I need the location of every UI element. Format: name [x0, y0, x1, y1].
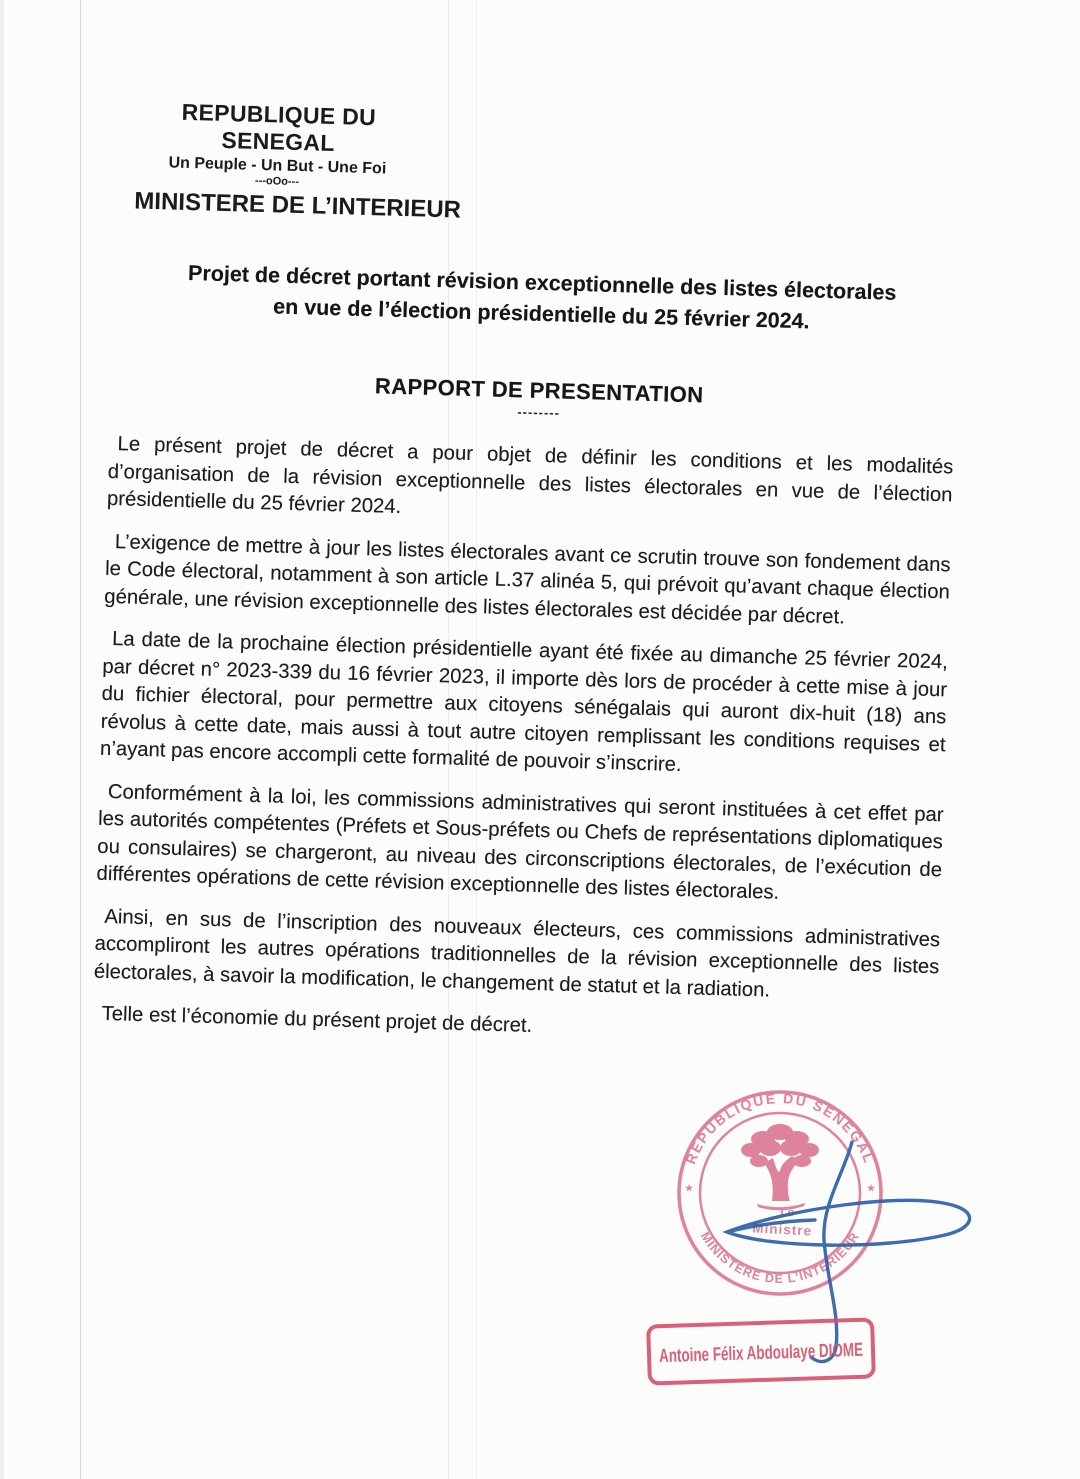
body-text	[92, 431, 954, 1067]
paragraph-election-date: La date de la prochaine élection présidentielle ayant été fixée au dimanche 25 février 2024, par décret n° 2023-339 du 16 février 2023, il importe dès lors de procéder à cette mise à jour du fichier électoral, pour permettre aux citoyens sénégalais qui auront dix-huit (18) ans révolus à cette date, mais aussi à tout autre citoyen remplissant les conditions requises et n’ayant pas encore accompli cette formalité de pouvoir s’inscrire.	[99, 628, 949, 776]
stamp-arc-top-text: REPUBLIQUE DU SENEGAL	[682, 1090, 878, 1167]
stamp-star-left-icon: ★	[684, 1183, 694, 1193]
stamp-center-ministre: Ministre	[752, 1220, 813, 1239]
minister-name-stamp	[648, 1319, 948, 1383]
paragraph-legal-basis: L’exigence de mettre à jour les listes électorales avant ce scrutin trouve son fondement dans le Code électoral, notamment à son article L.37 alinéa 5, qui prévoit qu’avant chaque élection générale, une révision exceptionnelle des listes électorales est décidée par décret.	[104, 530, 951, 628]
paragraph-commissions: Conformément à la loi, les commissions administratives qui seront instituées à cet effet par les autorités compétentes (Préfets et Sous-préfets ou Chefs de représentations diplomatiques ou consulaires) se chargeront, au niveau des circonscriptions électorales, de l’exécution de différentes opérations de cette révision exceptionnelle des listes électorales.	[96, 780, 944, 904]
stamps-and-signature	[600, 1075, 1020, 1405]
document-title-line1: Projet de décret portant révision exceptionnelle des listes électorales	[187, 261, 897, 305]
closing-line: Telle est l’économie du présent projet de décret.	[101, 1002, 533, 1037]
letterhead-ministry: MINISTERE DE L’INTERIEUR	[134, 187, 462, 224]
stamp-arc-bottom-text: MINISTERE DE L’INTERIEUR	[697, 1229, 863, 1286]
letterhead-country: REPUBLIQUE DU SENEGAL	[181, 98, 377, 157]
paragraph-operations: Ainsi, en sus de l’inscription des nouveaux électeurs, ces commissions administratives accompliront les autres opérations traditionnelles de la révision exceptionnelle des listes électorales, à savoir la modification, le changement de statut et la radiation.	[93, 905, 941, 1002]
stamp-center-le: Le	[779, 1204, 795, 1220]
baobab-tree-icon	[741, 1124, 819, 1210]
letterhead-separator: ---oOo---	[254, 174, 300, 189]
letterhead	[134, 98, 462, 224]
letterhead-motto: Un Peuple - Un But - Une Foi	[168, 154, 387, 178]
name-stamp-text: Antoine Félix Abdoulaye DIOME	[658, 1337, 948, 1368]
paragraph-object: Le présent projet de décret a pour objet de définir les conditions et les modalités d’organisation de la révision exceptionnelle des listes électorales en vue de l’élection présidentielle du 25 février 2024.	[106, 433, 954, 519]
stamp-star-right-icon: ★	[866, 1183, 876, 1193]
report-heading: RAPPORT DE PRESENTATION	[374, 373, 704, 408]
document-title	[101, 256, 982, 343]
report-heading-separator: --------	[517, 404, 561, 421]
document-title-line2: en vue de l’élection présidentielle du 25 février 2024.	[272, 294, 810, 334]
ministry-round-stamp	[679, 1090, 881, 1294]
